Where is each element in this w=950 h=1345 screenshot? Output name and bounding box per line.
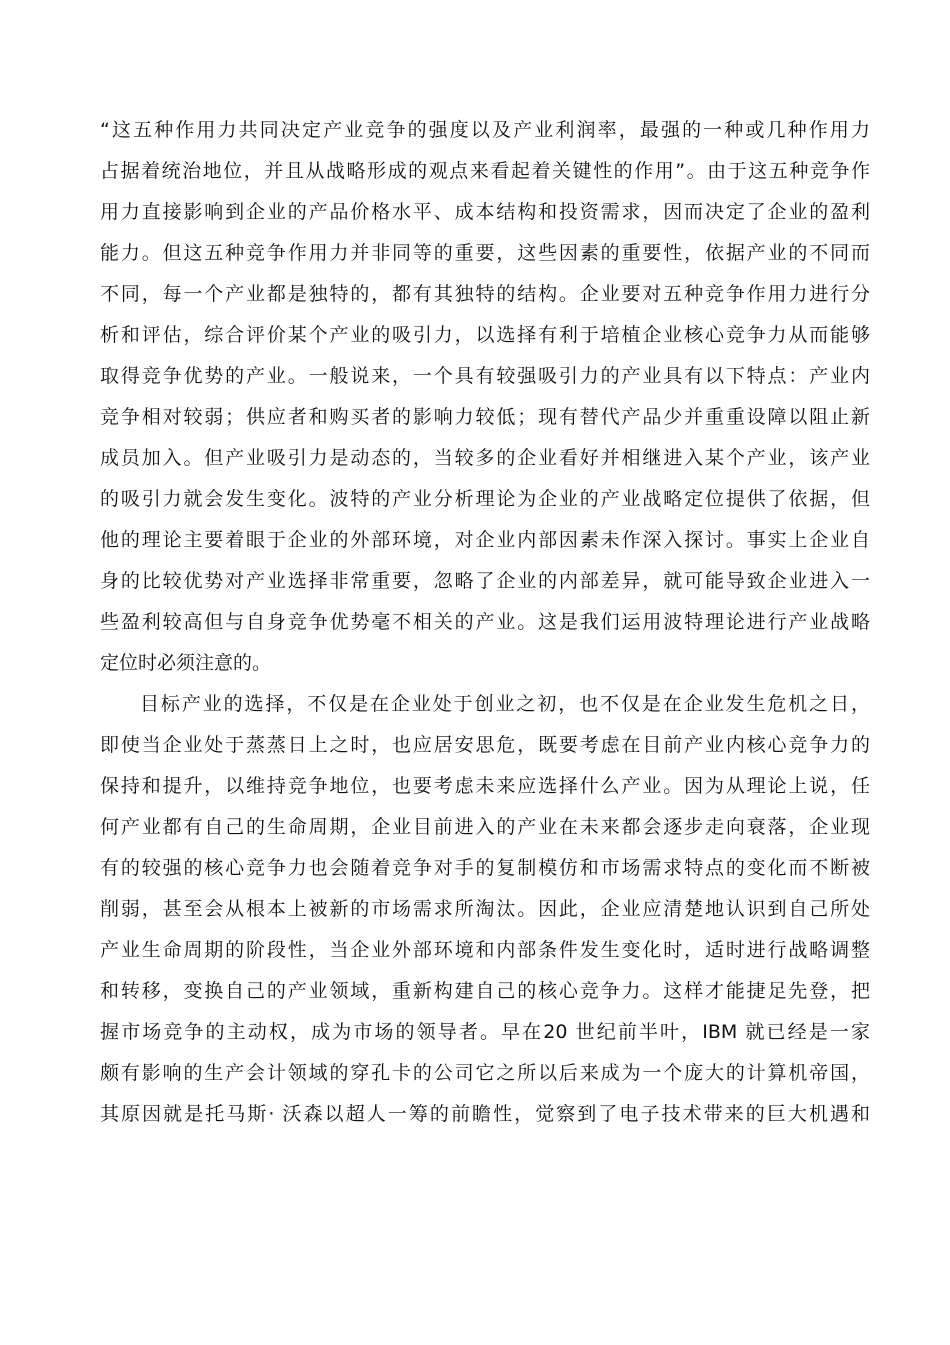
text-line: 保持和提升，以维持竞争地位，也要考虑未来应选择什么产业。因为从理论上说，任 — [100, 775, 870, 797]
text-line: 的吸引力就会发生变化。波特的产业分析理论为企业的产业战略定位提供了依据，但 — [100, 488, 870, 510]
text-line: 竞争相对较弱；供应者和购买者的影响力较低；现有替代产品少并重重设障以阻止新 — [100, 406, 870, 428]
text-line: 身的比较优势对产业选择非常重要，忽略了企业的内部差异，就可能导致企业进入一 — [100, 570, 870, 592]
text-line: 能力。但这五种竞争作用力并非同等的重要，这些因素的重要性，依据产业的不同而 — [100, 242, 870, 264]
text-line: 何产业都有自己的生命周期，企业目前进入的产业在未来都会逐步走向衰落，企业现 — [100, 816, 870, 838]
text-line: 些盈利较高但与自身竞争优势毫不相关的产业。这是我们运用波特理论进行产业战略 — [100, 611, 870, 633]
text-line: 他的理论主要着眼于企业的外部环境，对企业内部因素未作深入探讨。事实上企业自 — [100, 529, 870, 551]
text-line: 不同，每一个产业都是独特的，都有其独特的结构。企业要对五种竞争作用力进行分 — [100, 283, 870, 305]
text-line: 其原因就是托马斯· 沃森以超人一筹的前瞻性，觉察到了电子技术带来的巨大机遇和 — [100, 1103, 870, 1125]
paragraph-first-line: 目标产业的选择，不仅是在企业处于创业之初，也不仅是在企业发生危机之日， — [140, 693, 870, 715]
text-line: 握市场竞争的主动权，成为市场的领导者。早在20 世纪前半叶，IBM 就已经是一家 — [100, 1021, 870, 1043]
text-line: 产业生命周期的阶段性，当企业外部环境和内部条件发生变化时，适时进行战略调整 — [100, 939, 870, 961]
text-line: 取得竞争优势的产业。一般说来，一个具有较强吸引力的产业具有以下特点：产业内 — [100, 365, 870, 387]
text-line: 削弱，甚至会从根本上被新的市场需求所淘汰。因此，企业应清楚地认识到自己所处 — [100, 898, 870, 920]
text-line: 即使当企业处于蒸蒸日上之时，也应居安思危，既要考虑在目前产业内核心竞争力的 — [100, 734, 870, 756]
text-line: 有的较强的核心竞争力也会随着竞争对手的复制模仿和市场需求特点的变化而不断被 — [100, 857, 870, 879]
text-line: 占据着统治地位，并且从战略形成的观点来看起着关键性的作用”。由于这五种竞争作 — [100, 160, 870, 182]
text-line: 定位时必须注意的。 — [100, 652, 272, 674]
text-line: 用力直接影响到企业的产品价格水平、成本结构和投资需求，因而决定了企业的盈利 — [100, 201, 870, 223]
text-line: 和转移，变换自己的产业领域，重新构建自己的核心竞争力。这样才能捷足先登，把 — [100, 980, 870, 1002]
text-line: 颇有影响的生产会计领域的穿孔卡的公司它之所以后来成为一个庞大的计算机帝国， — [100, 1062, 870, 1084]
text-line: 成员加入。但产业吸引力是动态的，当较多的企业看好并相继进入某个产业，该产业 — [100, 447, 870, 469]
text-line: “这五种作用力共同决定产业竞争的强度以及产业利润率，最强的一种或几种作用力 — [100, 119, 870, 141]
text-line: 析和评估，综合评价某个产业的吸引力，以选择有利于培植企业核心竞争力从而能够 — [100, 324, 870, 346]
